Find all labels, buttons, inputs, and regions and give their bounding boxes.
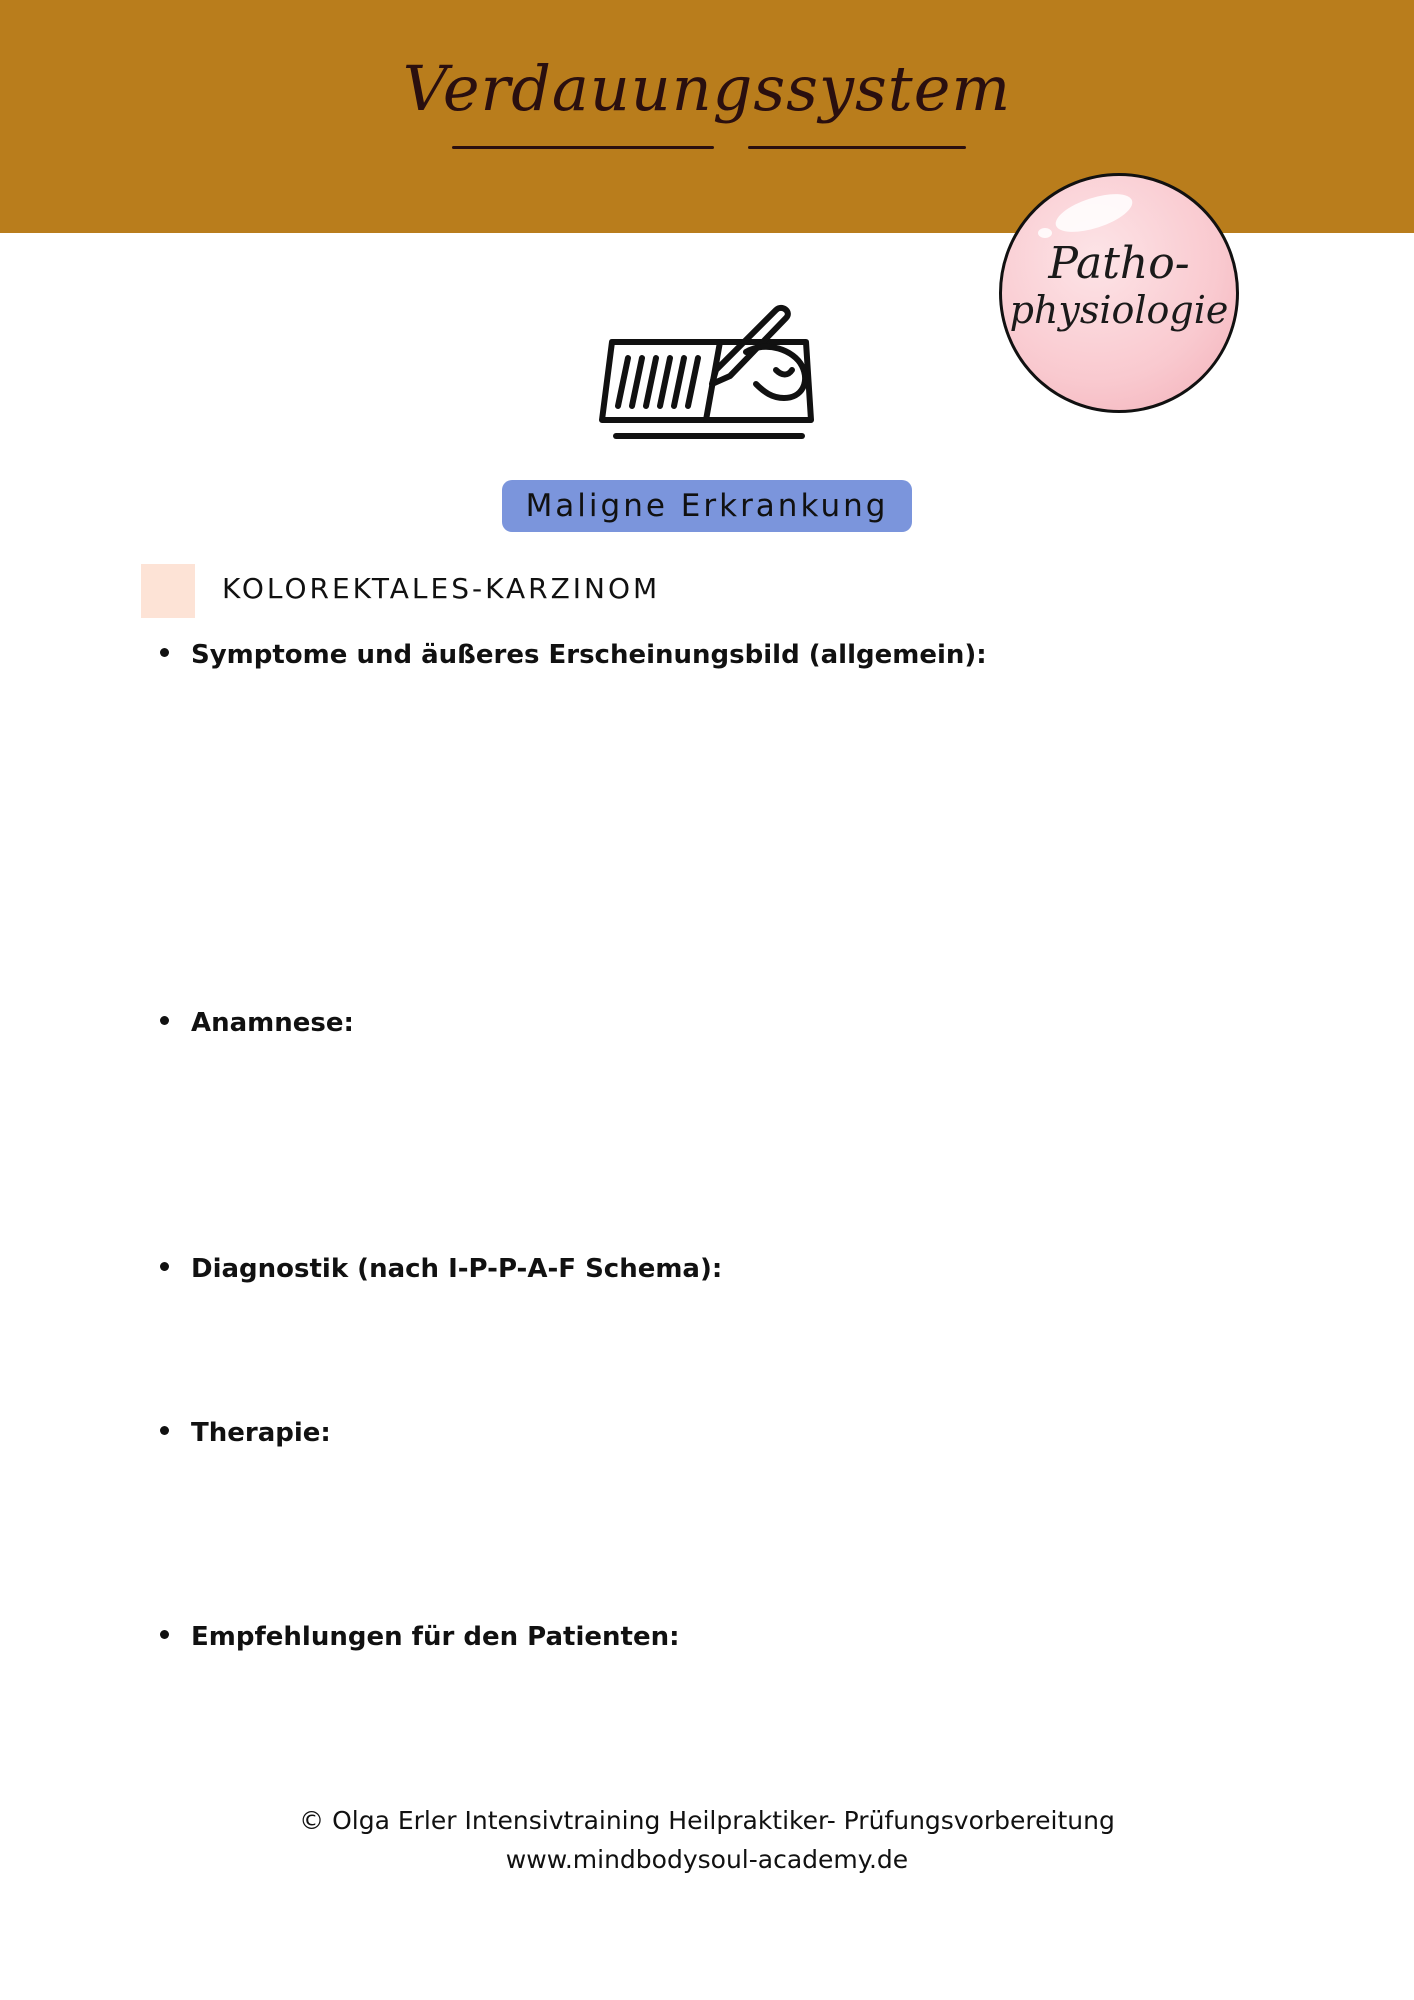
bullet-dot [160, 648, 169, 657]
bullet-label: Diagnostik (nach I-P-P-A-F Schema): [191, 1254, 723, 1284]
bullet-dot [160, 1016, 169, 1025]
bullet-empfehlungen [160, 1622, 680, 1652]
section-heading: KOLOREKTALES-KARZINOM [222, 572, 661, 605]
bullet-dot [160, 1262, 169, 1271]
bullet-dot [160, 1630, 169, 1639]
badge-line-2: physiologie [1009, 288, 1229, 332]
badge-shine [1051, 186, 1136, 239]
title-underline-left [452, 146, 714, 149]
bullet-label: Symptome und äußeres Erscheinungsbild (allgemein): [191, 640, 987, 670]
badge-line-1: Patho- [1048, 238, 1190, 289]
bullet-label: Therapie: [191, 1418, 331, 1448]
page-title: Verdauungssystem [402, 52, 1012, 125]
footer-copyright: © Olga Erler Intensivtraining Heilpraktiker- Prüfungsvorbereitung [299, 1806, 1115, 1835]
bullet-therapie [160, 1418, 331, 1448]
badge-shine-dot [1038, 228, 1052, 238]
category-badge: Maligne Erkrankung [502, 480, 912, 532]
bullet-label: Empfehlungen für den Patienten: [191, 1622, 680, 1652]
pathophysiologie-badge [999, 173, 1239, 413]
bullet-anamnese [160, 1008, 354, 1038]
bullet-symptome [160, 640, 987, 670]
footer-website: www.mindbodysoul-academy.de [505, 1845, 909, 1874]
bullet-dot [160, 1426, 169, 1435]
section-marker [141, 564, 195, 618]
title-underline-right [748, 146, 966, 149]
bullet-diagnostik [160, 1254, 722, 1284]
writing-hand-icon [596, 300, 816, 445]
bullet-label: Anamnese: [191, 1008, 354, 1038]
